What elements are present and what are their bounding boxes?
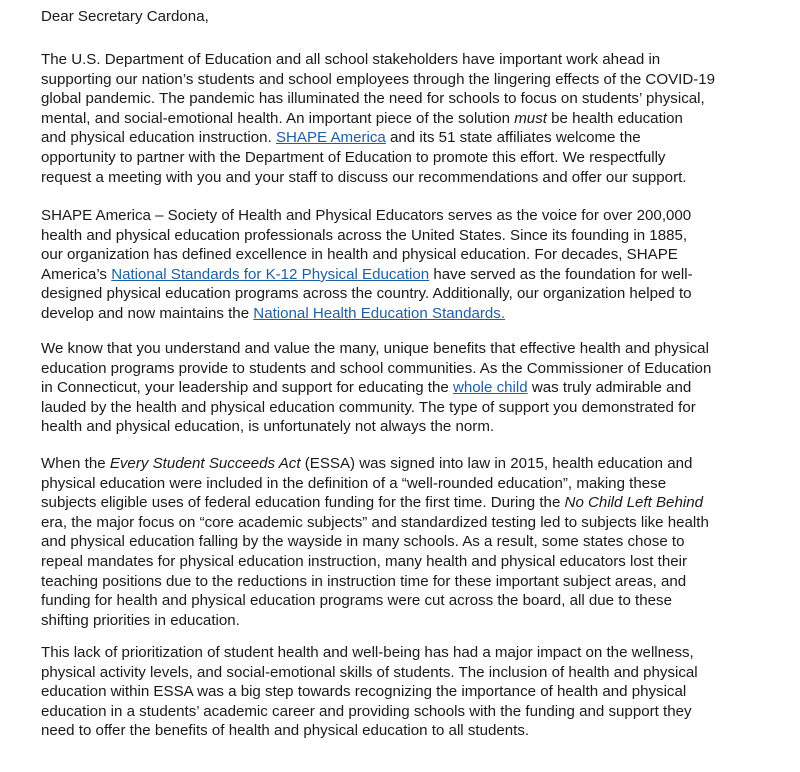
paragraph-commissioner xyxy=(41,339,793,437)
shape-america-link[interactable]: SHAPE America xyxy=(275,129,386,147)
text-line: and physical education falling by the wayside in many schools. As a result, some states chose to xyxy=(41,533,685,551)
text-line: education programs provide to students and school communities. As the Commissioner of Education xyxy=(41,359,712,377)
essa-title: Every Student Succeeds Act xyxy=(109,455,301,472)
salutation xyxy=(41,7,793,27)
text-line: health and physical education professionals across the United States. Since its founding in 1885, xyxy=(41,226,688,244)
text-line: We know that you understand and value the many, unique benefits that effective health and physical xyxy=(41,340,709,357)
text-line: shifting priorities in education. xyxy=(41,611,240,629)
text-line: in Connecticut, your leadership and support for educating the whole child was truly admirable and xyxy=(41,379,692,397)
text-line: develop and now maintains the National Health Education Standards. xyxy=(41,304,506,322)
text-line: funding for health and physical education programs were cut across the board, all due to these xyxy=(41,592,672,610)
text-line: designed physical education programs across the country. Additionally, our organization helped to xyxy=(41,285,692,303)
text-line: teaching positions due to the reductions in instruction time for these important subject areas, and xyxy=(41,572,687,590)
text-line: era, the major focus on “core academic subjects” and standardized testing led to subjects like health xyxy=(41,513,709,531)
text-line: need to offer the benefits of health and physical education to all students. xyxy=(41,722,530,740)
whole-child-link[interactable]: whole child xyxy=(452,379,528,397)
text-line: repeal mandates for physical education instruction, many health and physical educators lost their xyxy=(41,552,688,570)
text-line: and physical education instruction. SHAPE America and its 51 state affiliates welcome the xyxy=(41,129,641,147)
paragraph-intro xyxy=(41,50,793,187)
text-line: lauded by the health and physical education community. The type of support you demonstrated for xyxy=(41,398,696,416)
emphasis-must: must xyxy=(514,109,547,127)
text-line: opportunity to partner with the Department of Education to promote this effort. We respectfully xyxy=(41,148,666,166)
text-line: health and physical education, is unfortunately not always the norm. xyxy=(41,418,495,436)
text-line: America’s National Standards for K-12 Physical Education have served as the foundation for well- xyxy=(41,265,693,283)
text-line: our organization has defined excellence in health and physical education. For decades, SHAPE xyxy=(41,246,678,264)
paragraph-shape-america xyxy=(41,206,793,324)
salutation-text: Dear Secretary Cardona, xyxy=(41,8,209,25)
nclb-title: No Child Left Behind xyxy=(564,494,703,512)
text-line: mental, and social-emotional health. An important piece of the solution must be health education xyxy=(41,109,683,127)
text-line: This lack of prioritization of student health and well-being has had a major impact on the wellness, xyxy=(41,644,694,661)
text-line: request a meeting with you and your staff to discuss our recommendations and offer our support. xyxy=(41,168,687,186)
paragraph-prioritization xyxy=(41,643,793,741)
text-line: education in a students’ academic career and providing schools with the funding and support they xyxy=(41,702,692,720)
text-line: When the Every Student Succeeds Act (ESSA) was signed into law in 2015, health education and xyxy=(41,455,693,472)
text-line: education within ESSA was a big step towards recognizing the importance of health and physical xyxy=(41,683,687,701)
text-line: physical education were included in the definition of a “well-rounded education”, making these xyxy=(41,474,667,492)
text-line: global pandemic. The pandemic has illuminated the need for schools to focus on students’ physical, xyxy=(41,90,705,108)
text-line: supporting our nation’s students and school employees through the lingering effects of the COVID-19 xyxy=(41,70,716,88)
text-line: physical activity levels, and social-emotional skills of students. The inclusion of health and physical xyxy=(41,663,698,681)
text-line: subjects eligible uses of federal education funding for the first time. During the No Child Left Behind xyxy=(41,494,703,512)
national-standards-pe-link[interactable]: National Standards for K-12 Physical Education xyxy=(111,265,430,283)
paragraph-essa xyxy=(41,454,793,630)
health-education-standards-link[interactable]: National Health Education Standards. xyxy=(253,304,506,322)
text-line: SHAPE America – Society of Health and Physical Educators serves as the voice for over 200,000 xyxy=(41,207,692,224)
text-line: The U.S. Department of Education and all school stakeholders have important work ahead in xyxy=(41,51,661,68)
